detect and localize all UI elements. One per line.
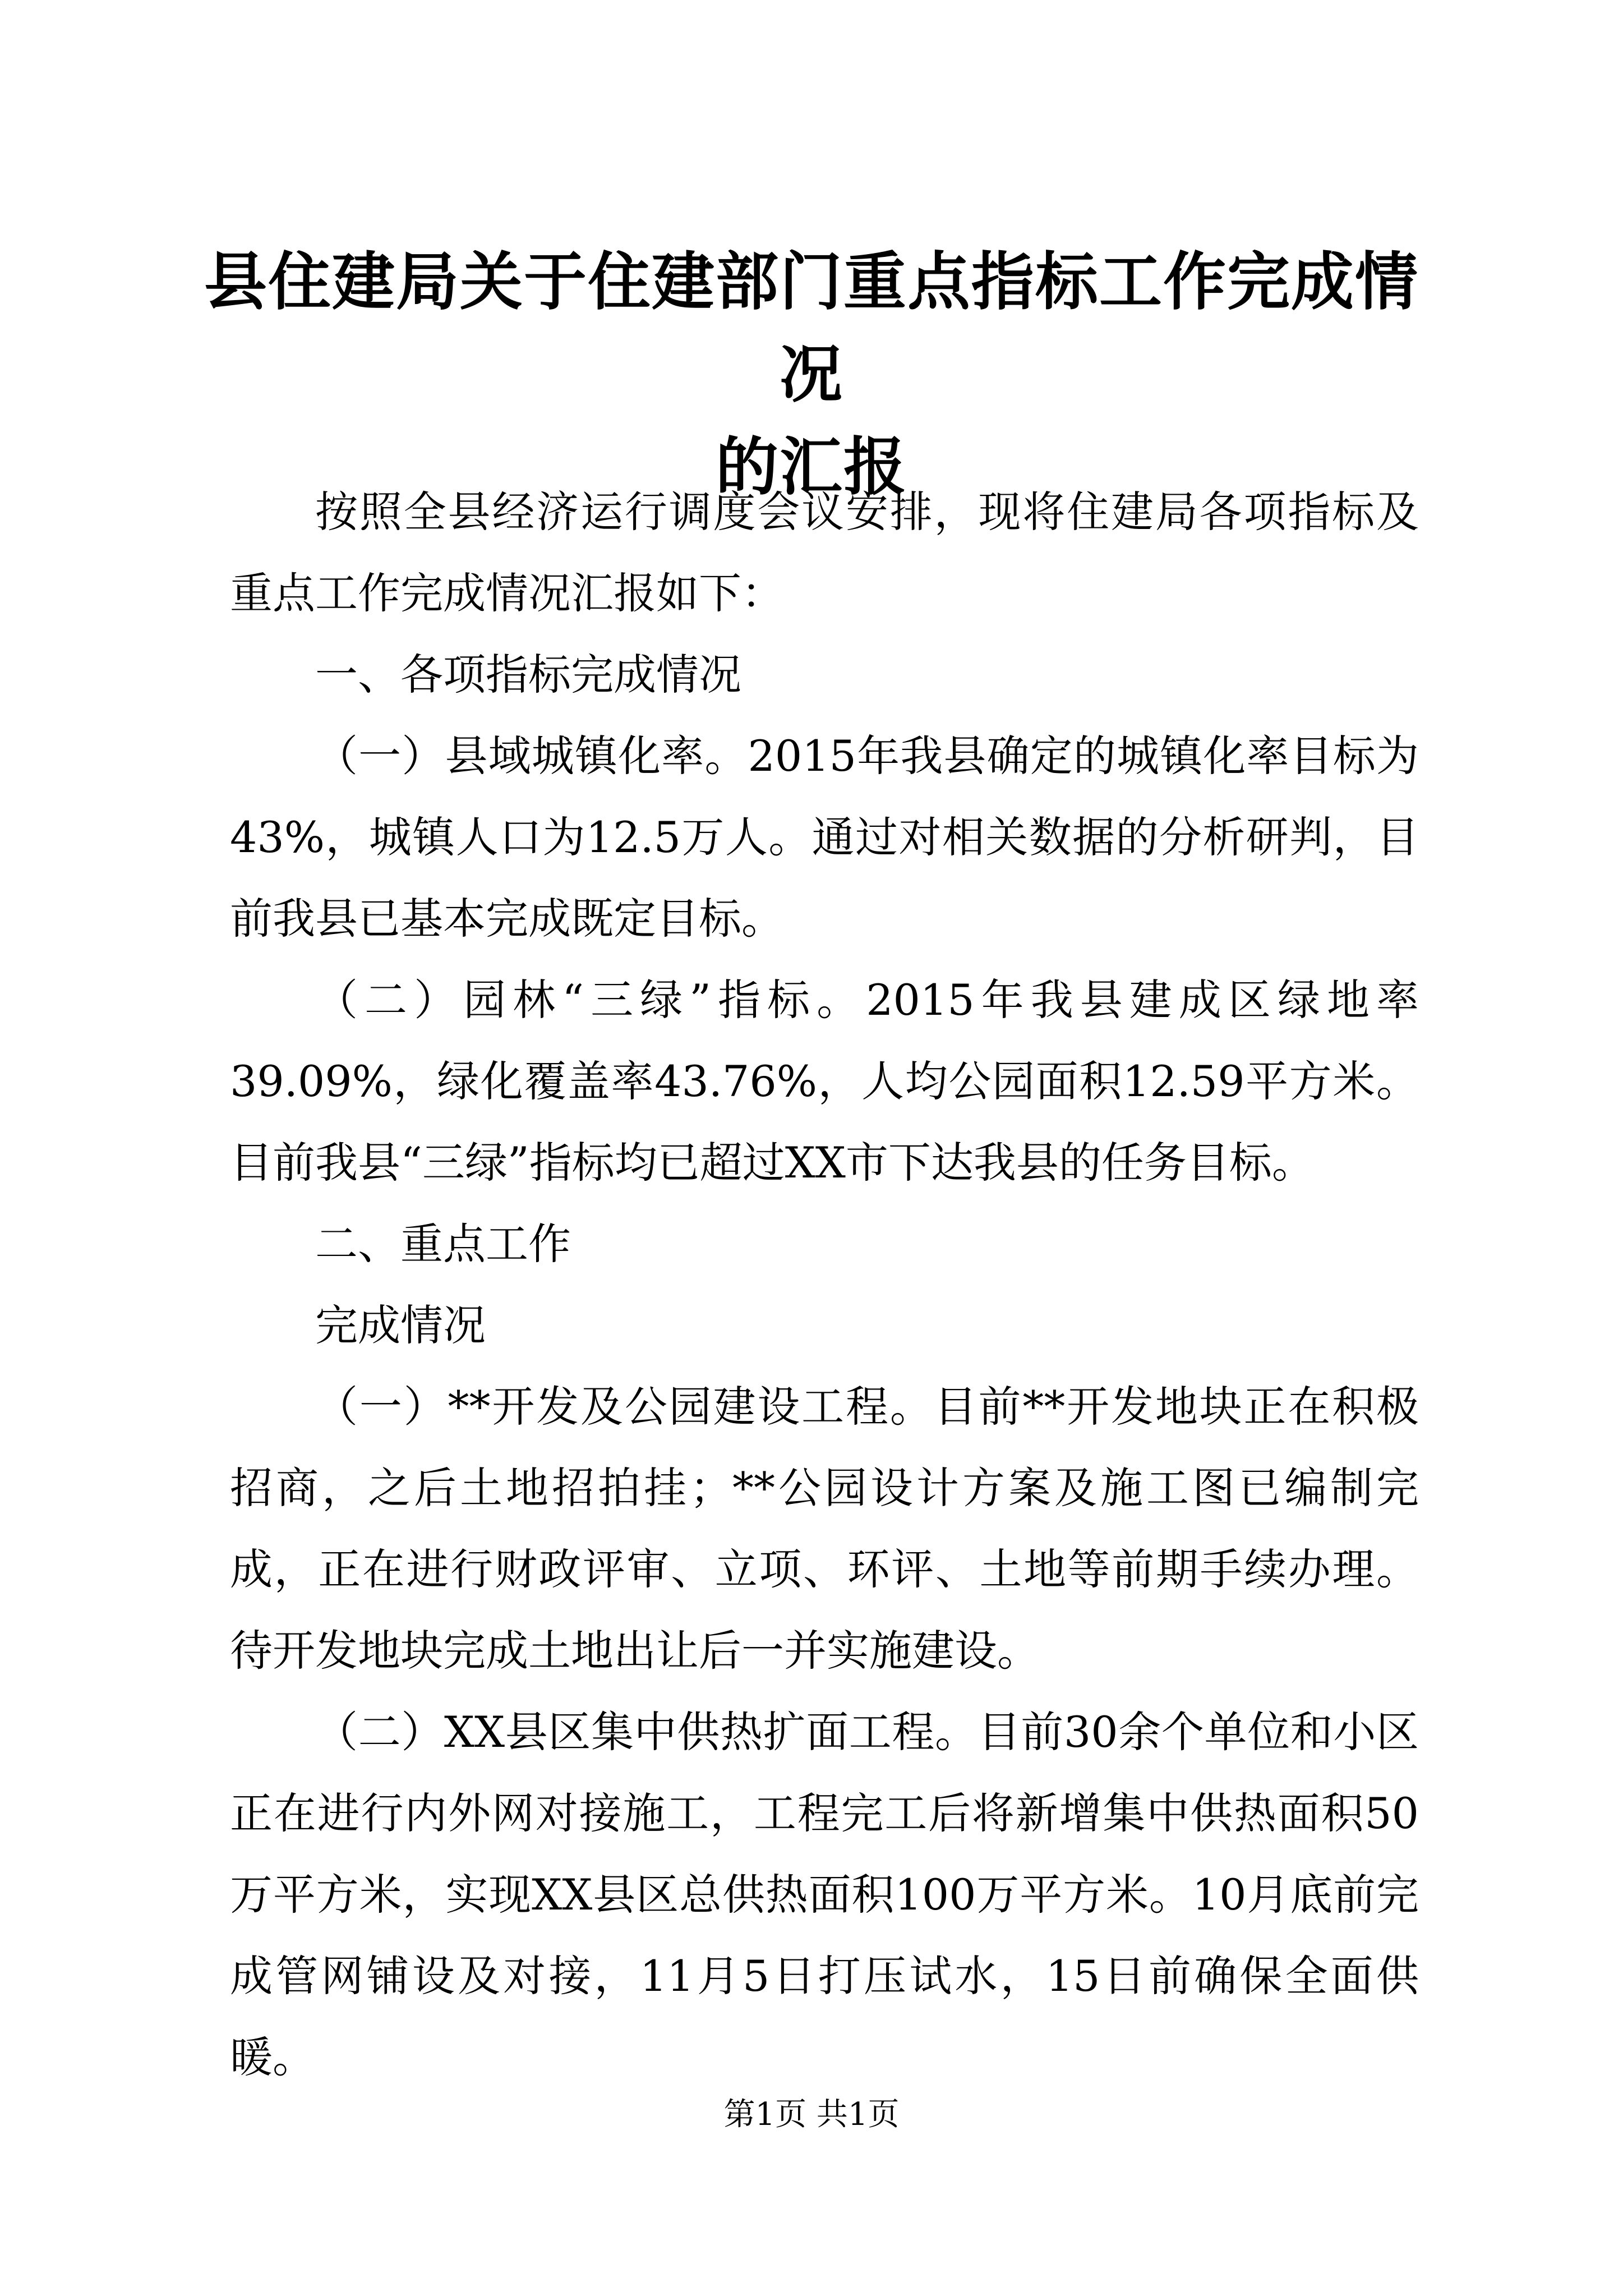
title-line-2: 的汇报 (716, 430, 907, 504)
document-body (230, 471, 1419, 2098)
section-heading-1: 一、各项指标完成情况 (315, 650, 741, 700)
paragraph-intro: 按照全县经济运行调度会议安排，现将住建局各项指标及重点工作完成情况汇报如下： (230, 487, 1419, 618)
section-subheading: 完成情况 (315, 1300, 486, 1350)
paragraph-urbanization: （一）县域城镇化率。2015年我县确定的城镇化率目标为43%，城镇人口为12.5万人。通过对相关数据的分析研判，目前我县已基本完成既定目标。 (230, 731, 1419, 944)
title-line-1: 县住建局关于住建部门重点指标工作完成情况 (204, 245, 1419, 411)
page-footer: 第1页 共1页 (723, 2096, 900, 2133)
paragraph-greening: （二）园林“三绿”指标。2015年我县建成区绿地率39.09%，绿化覆盖率43.76%，人均公园面积12.59平方米。目前我县“三绿”指标均已超过XX市下达我县的任务目标。 (230, 975, 1419, 1188)
paragraph-park-project: （一）**开发及公园建设工程。目前**开发地块正在积极招商，之后土地招拍挂；**公园设计方案及施工图已编制完成，正在进行财政评审、立项、环评、土地等前期手续办理。待开发地块完成土地出让后一并实施建设。 (230, 1382, 1419, 1676)
paragraph-heating-project: （二）XX县区集中供热扩面工程。目前30余个单位和小区正在进行内外网对接施工，工程完工后将新增集中供热面积50万平方米，实现XX县区总供热面积100万平方米。10月底前完成管网铺设及对接，11月5日打压试水，15日前确保全面供暖。 (230, 1707, 1419, 2082)
section-heading-2: 二、重点工作 (315, 1219, 571, 1269)
